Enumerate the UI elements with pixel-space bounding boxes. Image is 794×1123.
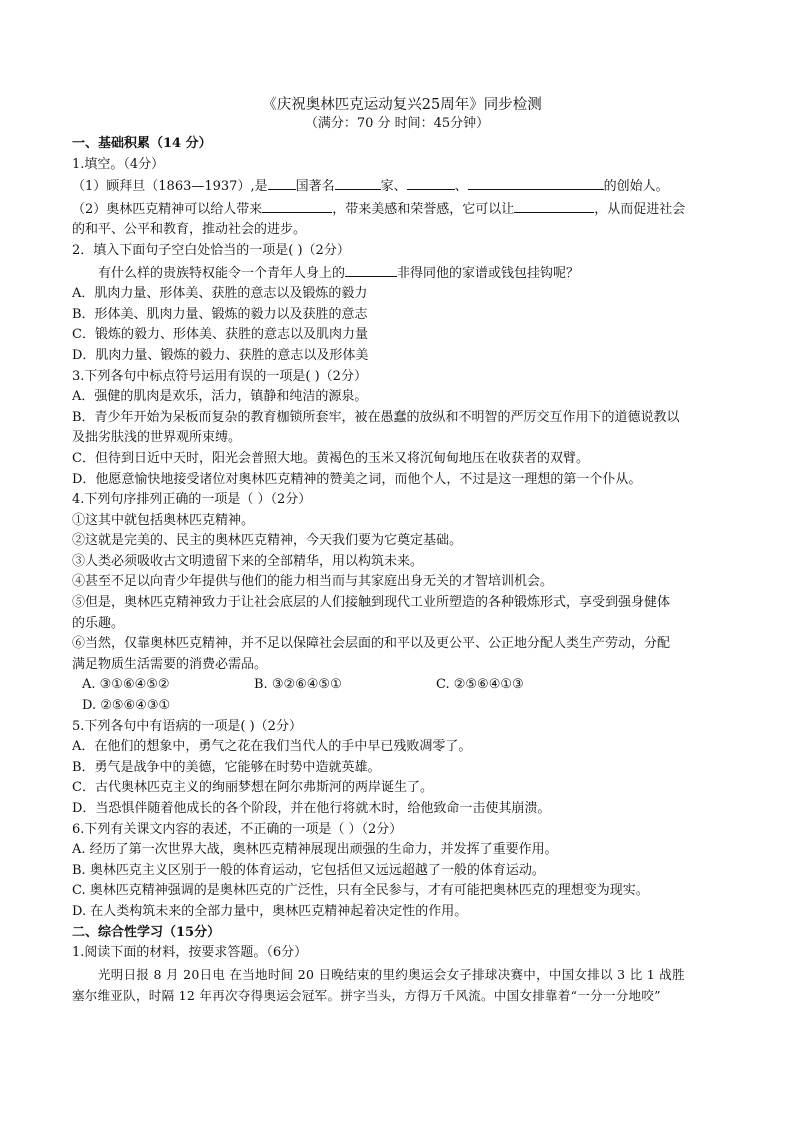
q4-option-c[interactable]: C. ②⑤⑥④①③ xyxy=(436,677,524,693)
q6-option-c[interactable]: C. 奥林匹克精神强调的是奥林匹克的广泛性，只有全民参与，才有可能把奥林匹克的理想变为现实。 xyxy=(72,883,649,899)
q4-sentence-4: ④甚至不足以向青少年提供与他们的能力相当而与其家庭出身无关的才智培训机会。 xyxy=(72,574,554,590)
q5-option-c[interactable]: C．古代奥林匹克主义的绚丽梦想在阿尔弗斯河的两岸诞生了。 xyxy=(72,780,433,796)
q2-option-c[interactable]: C．锻炼的毅力、形体美、获胜的意志以及肌肉力量 xyxy=(72,327,368,343)
q1-part1-text-e: 的创始人。 xyxy=(603,179,669,195)
blank[interactable] xyxy=(335,175,381,190)
q3-option-d[interactable]: D．他愿意愉快地接受诸位对奥林匹克精神的赞美之词，而他个人，不过是这一理想的第一个仆从。 xyxy=(72,471,642,487)
page-subtitle: （满分：70 分 时间：45分钟） xyxy=(304,116,490,131)
q2-option-b[interactable]: B．形体美、肌肉力量、锻炼的毅力以及获胜的意志 xyxy=(72,306,368,322)
q6-option-a[interactable]: A. 经历了第一次世界大战，奥林匹克精神展现出顽强的生命力，并发挥了重要作用。 xyxy=(72,842,558,858)
q4-sentence-6-cont: 满足物质生活需要的消费必需品。 xyxy=(72,656,268,672)
blank[interactable] xyxy=(268,175,296,190)
q2-option-d[interactable]: D．肌肉力量、锻炼的毅力、获胜的意志以及形体美 xyxy=(72,347,369,363)
q1-part1-text-b: 国著名 xyxy=(295,179,335,195)
exam-page xyxy=(72,96,722,1007)
q4-option-a[interactable]: A. ③①⑥④⑤② xyxy=(82,677,170,693)
q4-option-d[interactable]: D. ②⑤⑥④③① xyxy=(82,698,171,714)
q3-option-c[interactable]: C．但待到日近中天时，阳光会普照大地。黄褐色的玉米又将沉甸甸地压在收获者的双臂。 xyxy=(72,450,589,466)
q1-part1-text-a: （1）顾拜旦（1863—1937）,是 xyxy=(72,179,268,195)
q4-option-b[interactable]: B. ③②⑥④⑤① xyxy=(254,677,342,693)
q4-sentence-2: ②这就是完美的、民主的奥林匹克精神，今天我们要为它奠定基础。 xyxy=(72,533,463,549)
q1-part1 xyxy=(72,175,722,198)
q2-sentence-b: 非得同他的家谱或钱包挂钩呢？ xyxy=(397,265,580,281)
news-excerpt xyxy=(72,964,722,1007)
q1-part2-text-c: ，从而促进社会 xyxy=(594,201,686,217)
q1-part2-cont: 的和平、公平和教育，推动社会的进步。 xyxy=(72,222,307,238)
q1-part1-text-c: 家、 xyxy=(380,179,407,195)
q3-option-b[interactable]: B．青少年开始为呆板而复杂的教育枷锁所套牢，被在愚蠢的放纵和不明智的严厉交互作用下的道德说教以 xyxy=(72,409,680,425)
q4-sentence-5-cont: 的乐趣。 xyxy=(72,615,125,631)
blank[interactable] xyxy=(514,198,594,213)
q6-stem: 6.下列有关课文内容的表述，不正确的一项是（ ）（2分） xyxy=(72,821,403,837)
q1-part1-text-d: 、 xyxy=(454,179,468,195)
q5-option-a[interactable]: A．在他们的想象中，勇气之花在我们当代人的手中早已残败凋零了。 xyxy=(72,739,472,755)
news-line-2: 塞尔维亚队，时隔 12 年再次夺得奥运会冠军。拼字当头，方得万千风流。中国女排靠着“一分一分地咬” xyxy=(72,988,661,1004)
page-title: 《庆祝奥林匹克运动复兴25周年》同步检测 xyxy=(262,97,542,113)
s2-q1-stem: 1.阅读下面的材料，按要求答题。（6分） xyxy=(72,945,308,961)
q2-stem: 2．填入下面句子空白处恰当的一项是( )（2分） xyxy=(72,242,350,258)
blank[interactable] xyxy=(345,262,397,277)
section-heading-1: 一、基础积累（14 分） xyxy=(72,136,212,151)
q4-options xyxy=(72,675,722,696)
q5-option-b[interactable]: B．勇气是战争中的美德，它能够在时势中造就英雄。 xyxy=(72,759,381,775)
q2-sentence xyxy=(72,262,722,285)
blank[interactable] xyxy=(262,198,332,213)
q6-option-d[interactable]: D. 在人类构筑未来的全部力量中，奥林匹克精神起着决定性的作用。 xyxy=(72,903,468,919)
q4-sentence-5: ⑤但是，奥林匹克精神致力于让社会底层的人们接触到现代工业所塑造的各种锻炼形式，享受到强身健体 xyxy=(72,595,671,611)
news-line-1: 光明日报 8 月 20日电 在当地时间 20 日晚结束的里约奥运会女子排球决赛中，中国女排以 3 比 1 战胜 xyxy=(98,966,685,982)
q1-part2 xyxy=(72,198,722,221)
q2-option-a[interactable]: A．肌肉力量、形体美、获胜的意志以及锻炼的毅力 xyxy=(72,286,368,302)
q5-option-d[interactable]: D．当恐惧伴随着他成长的各个阶段，并在他行将就木时，给他致命一击使其崩溃。 xyxy=(72,801,551,816)
q4-sentence-3: ③人类必须吸收古文明遗留下来的全部精华，用以构筑未来。 xyxy=(72,553,424,569)
q5-stem: 5.下列各句中有语病的一项是( )（2分） xyxy=(72,718,302,734)
q3-option-b-cont: 及拙劣肤浅的世界观所束缚。 xyxy=(72,430,242,446)
blank[interactable] xyxy=(468,175,604,190)
q1-part2-text-a: （2）奥林匹克精神可以给人带来 xyxy=(72,201,263,217)
q2-sentence-a: 有什么样的贵族特权能令一个青年人身上的 xyxy=(98,265,346,281)
q3-option-a[interactable]: A．强健的肌肉是欢乐，活力，镇静和纯洁的源泉。 xyxy=(72,389,368,405)
q4-sentence-6: ⑥当然，仅靠奥林匹克精神，并不足以保障社会层面的和平以及更公平、公正地分配人类生产劳动，分配 xyxy=(72,636,671,652)
section-heading-2: 二、综合性学习（15分） xyxy=(72,924,221,940)
q1-stem: 1.填空。（4分） xyxy=(72,156,165,172)
q4-sentence-1: ①这其中就包括奥林匹克精神。 xyxy=(72,512,255,528)
q3-stem: 3.下列各句中标点符号运用有误的一项是( )（2分） xyxy=(72,368,367,384)
blank[interactable] xyxy=(407,175,455,190)
q6-option-b[interactable]: B. 奥林匹克主义区别于一般的体育运动，它包括但又远远超越了一般的体育运动。 xyxy=(72,862,545,878)
q4-stem: 4.下列句序排列正确的一项是（ ）（2分） xyxy=(72,492,312,508)
q1-part2-text-b: ，带来美感和荣誉感，它可以让 xyxy=(332,201,515,217)
